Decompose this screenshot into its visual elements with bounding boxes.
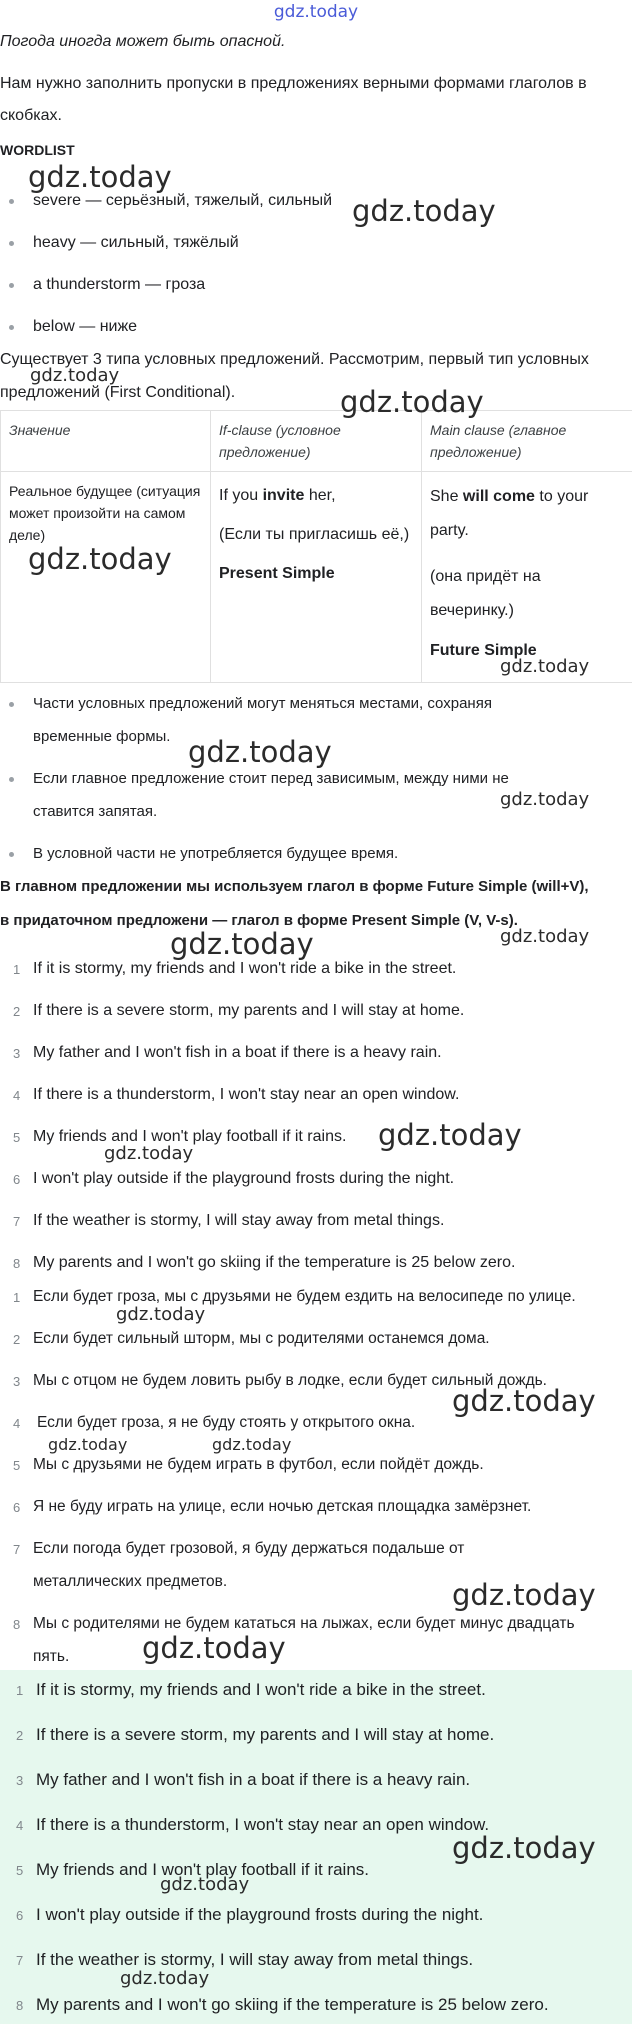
task-text-line1: Нам нужно заполнить пропуски в предложениях верными формами глаголов в [0, 75, 587, 92]
watermark-text: gdz.today [116, 1304, 206, 1325]
table-header-cell: Значение [1, 411, 211, 472]
watermark-text: gdz.today [500, 789, 590, 810]
exercise-title: Погода иногда может быть опасной. [0, 33, 286, 50]
watermark-text: gdz.today [500, 926, 590, 947]
task-text-line2: скобках. [0, 107, 62, 124]
watermark-text: gdz.today [28, 160, 172, 194]
summary-line2: в придаточном предложени — глагол в форме Present Simple (V, V-s). [0, 912, 518, 929]
list-number: 1 [13, 962, 21, 977]
answer-item: I won't play outside if the playground frosts during the night. [36, 1905, 484, 1924]
summary-line1: В главном предложении мы используем глагол в форме Future Simple (will+V), [0, 878, 589, 895]
list-item: Мы с отцом не будем ловить рыбу в лодке, если будет сильный дождь. [33, 1372, 547, 1389]
table-cell-main-clause: She will come to your party. (она придёт на вечеринку.) Future Simple [422, 472, 632, 683]
watermark-text: gdz.today [212, 1435, 292, 1454]
answer-item: My parents and I won't go skiing if the temperature is 25 below zero. [36, 1995, 549, 2014]
watermark-text: gdz.today [142, 1631, 286, 1665]
answer-item: If the weather is stormy, I will stay away from metal things. [36, 1950, 474, 1969]
watermark-text: gdz.today [28, 542, 172, 576]
list-item: I won't play outside if the playground frosts during the night. [33, 1170, 455, 1187]
answer-item: My father and I won't fish in a boat if there is a heavy rain. [36, 1770, 471, 1789]
watermark-text: gdz.today [378, 1118, 522, 1152]
watermark-text: gdz.today [160, 1874, 250, 1895]
watermark-text: gdz.today [500, 656, 590, 677]
conditionals-intro-line2: предложений (First Conditional). [0, 384, 236, 401]
answer-item: If it is stormy, my friends and I won't ride a bike in the street. [36, 1680, 486, 1699]
list-item: My parents and I won't go skiing if the temperature is 25 below zero. [33, 1254, 516, 1271]
answer-item: My friends and I won't play football if it rains. [36, 1860, 370, 1879]
list-item: If the weather is stormy, I will stay away from metal things. [33, 1212, 445, 1229]
table-cell-if-clause: If you invite her, (Если ты пригласишь её,) Present Simple [211, 472, 422, 683]
table-header-cell: If-clause (условное предложение) [211, 411, 422, 472]
watermark-text: gdz.today [48, 1435, 128, 1454]
watermark-text: gdz.today [452, 1831, 596, 1865]
list-item: Я не буду играть на улице, если ночью детская площадка замёрзнет. [33, 1498, 532, 1515]
watermark-text: gdz.today [340, 385, 484, 419]
list-item: If it is stormy, my friends and I won't ride a bike in the street. [33, 960, 457, 977]
watermark-text: gdz.today [30, 365, 120, 386]
answer-item: If there is a thunderstorm, I won't stay near an open window. [36, 1815, 490, 1834]
list-item: If there is a thunderstorm, I won't stay near an open window. [33, 1086, 460, 1103]
table-row [1, 472, 632, 683]
list-item-cont: пять. [33, 1648, 70, 1665]
list-item-cont: металлических предметов. [33, 1573, 228, 1590]
site-logo[interactable]: gdz.today [273, 2, 359, 22]
table-header-row [1, 411, 632, 472]
watermark-text: gdz.today [452, 1578, 596, 1612]
list-item: If there is a severe storm, my parents and I will stay at home. [33, 1002, 465, 1019]
list-item: Если будет гроза, мы с друзьями не будем ездить на велосипеде по улице. [33, 1288, 576, 1305]
watermark-text: gdz.today [352, 194, 496, 228]
list-item: Если будет гроза, я не буду стоять у открытого окна. [37, 1414, 416, 1431]
answer-item: If there is a severe storm, my parents and I will stay at home. [36, 1725, 495, 1744]
list-item: My father and I won't fish in a boat if there is a heavy rain. [33, 1044, 442, 1061]
conditionals-intro-line1: Существует 3 типа условных предложений. Рассмотрим, первый тип условных [0, 351, 589, 368]
list-item: Мы с друзьями не будем играть в футбол, если пойдёт дождь. [33, 1456, 484, 1473]
watermark-text: gdz.today [188, 735, 332, 769]
list-item: Если будет сильный шторм, мы с родителями останемся дома. [33, 1330, 490, 1347]
list-item: Если погода будет грозовой, я буду держаться подальше от [33, 1540, 465, 1557]
watermark-text: gdz.today [104, 1143, 194, 1164]
list-item: Мы с родителями не будем кататься на лыжах, если будет минус двадцать [33, 1615, 575, 1632]
list-item: My friends and I won't play football if it rains. [33, 1128, 347, 1145]
watermark-text: gdz.today [170, 927, 314, 961]
wordlist-heading: WORDLIST [0, 142, 75, 158]
watermark-text: gdz.today [452, 1384, 596, 1418]
table-cell-meaning: Реальное будущее (ситуация может произойти на самом деле) [1, 472, 211, 683]
watermark-text: gdz.today [120, 1968, 210, 1989]
table-header-cell: Main clause (главное предложение) [422, 411, 632, 472]
